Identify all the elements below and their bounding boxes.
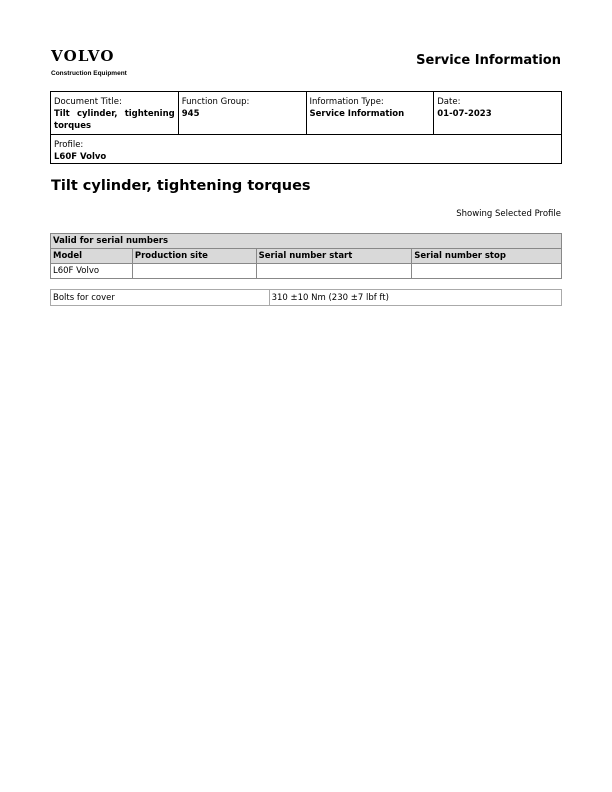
- torque-table: [50, 289, 562, 306]
- profile-label: Profile:: [54, 140, 84, 150]
- column-header-serial-start: Serial number start: [256, 249, 412, 264]
- serial-group-header: Valid for serial numbers: [51, 234, 562, 249]
- column-header-serial-stop: Serial number stop: [412, 249, 562, 264]
- column-header-production-site: Production site: [132, 249, 256, 264]
- brand-name: VOLVO: [51, 47, 115, 65]
- cell-serial-stop: [412, 264, 562, 279]
- brand-division: Construction Equipment: [51, 70, 127, 77]
- information-type-value: Service Information: [309, 109, 405, 119]
- document-info-box: [50, 91, 562, 164]
- date-label: Date:: [437, 97, 461, 107]
- cell-production-site: [132, 264, 256, 279]
- document-title-cell: [51, 92, 179, 134]
- profile-value: L60F Volvo: [54, 152, 107, 162]
- date-cell: [434, 92, 561, 134]
- document-title-label: Document Title:: [54, 97, 122, 107]
- profile-note: Showing Selected Profile: [456, 209, 561, 219]
- document-title-value: Tilt cylinder, tightening torques: [54, 109, 175, 131]
- profile-cell: [51, 135, 561, 163]
- info-row-top: [51, 92, 561, 135]
- header-title: Service Information: [416, 53, 561, 68]
- serial-numbers-table: [50, 233, 562, 279]
- information-type-label: Information Type:: [309, 97, 384, 107]
- cell-serial-start: [256, 264, 412, 279]
- torque-value: 310 ±10 Nm (230 ±7 lbf ft): [269, 290, 561, 306]
- torque-item: Bolts for cover: [51, 290, 270, 306]
- column-header-model: Model: [51, 249, 133, 264]
- function-group-cell: [179, 92, 307, 134]
- table-row: [51, 264, 562, 279]
- cell-model: L60F Volvo: [51, 264, 133, 279]
- function-group-value: 945: [181, 109, 200, 119]
- table-row: [51, 290, 562, 306]
- table-column-header-row: [51, 249, 562, 264]
- date-value: 01-07-2023: [437, 109, 492, 119]
- information-type-cell: [307, 92, 435, 134]
- function-group-label: Function Group:: [181, 97, 250, 107]
- info-row-bottom: [51, 135, 561, 163]
- volvo-logo: [51, 48, 127, 78]
- table-group-header-row: [51, 234, 562, 249]
- page-title: Tilt cylinder, tightening torques: [51, 178, 311, 194]
